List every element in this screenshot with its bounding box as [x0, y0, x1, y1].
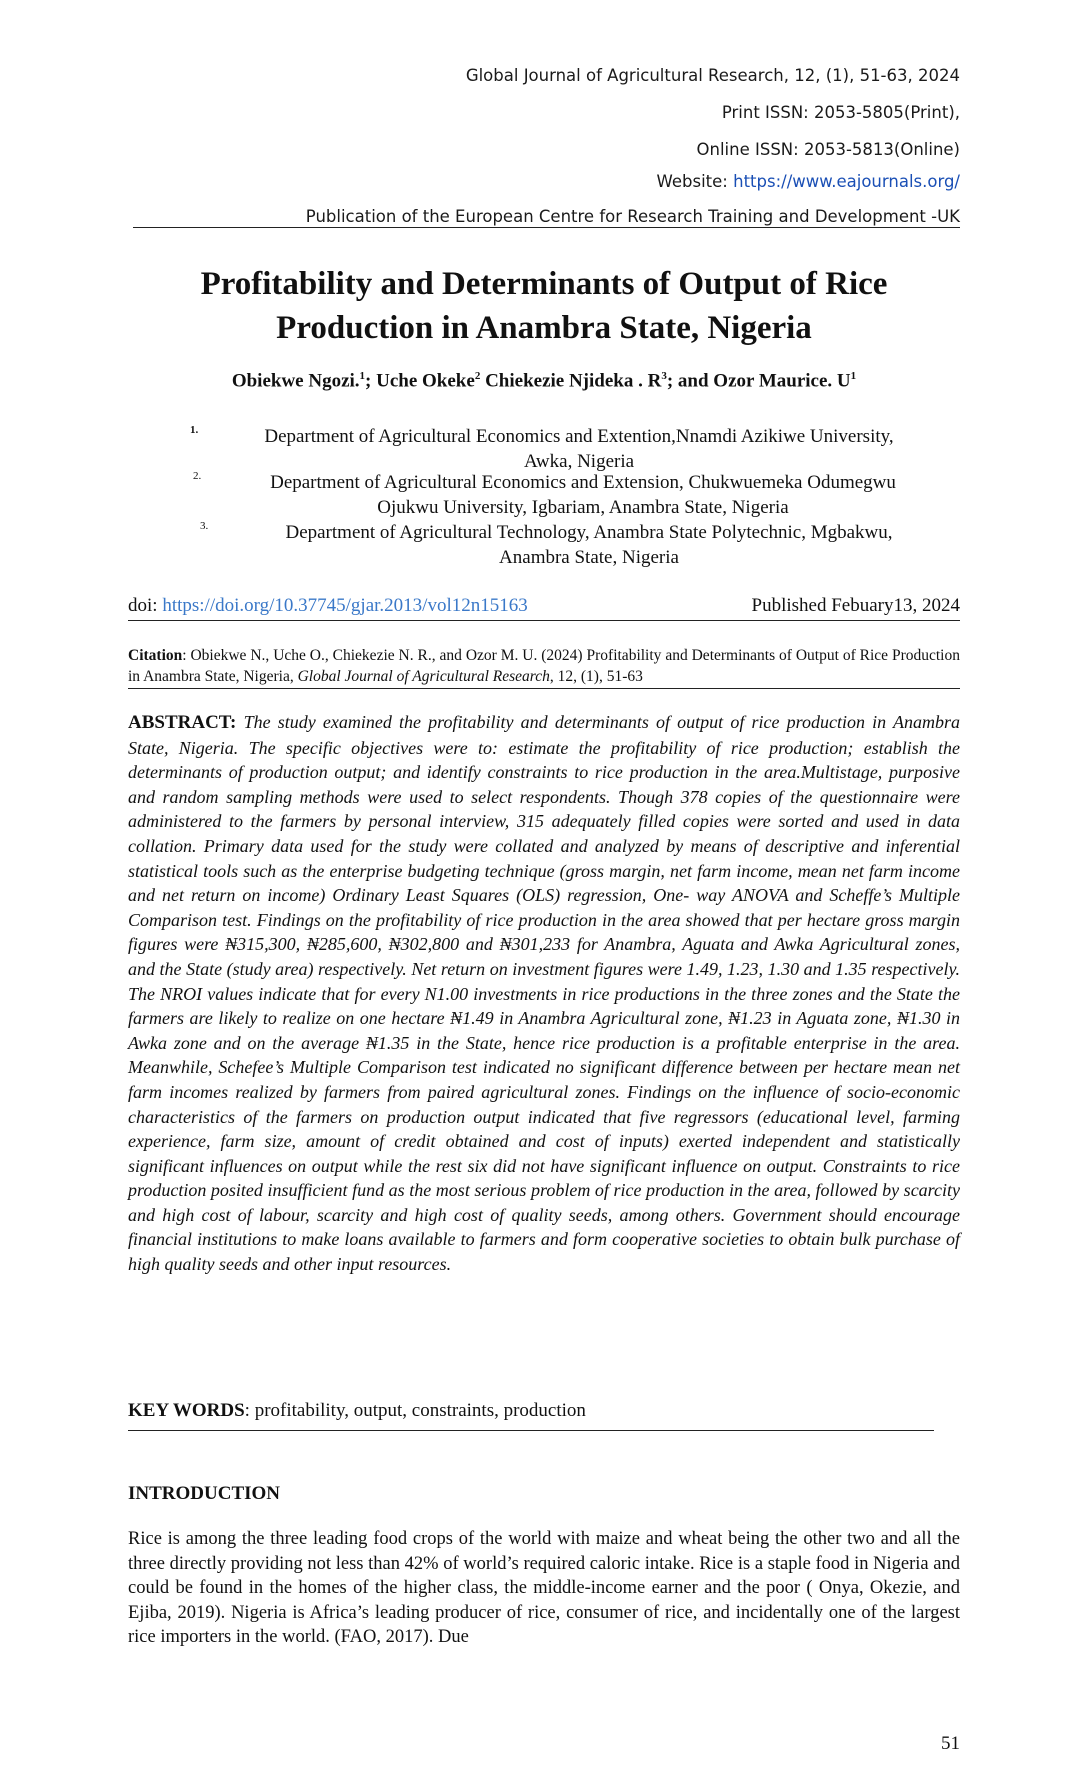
doi-link[interactable]: https://doi.org/10.37745/gjar.2013/vol12n15163 [162, 595, 528, 616]
author-affiliation-mark: 2 [474, 370, 481, 382]
affiliation-line: Department of Agricultural Technology, Anambra State Polytechnic, Mgbakwu, [285, 522, 893, 543]
published-date: Published Febuary13, 2024 [751, 595, 960, 616]
online-issn: Online ISSN: 2053-5813(Online) [696, 140, 960, 159]
affiliation-1 [206, 424, 952, 474]
citation-label: Citation [128, 647, 183, 664]
affiliation-line: Anambra State, Nigeria [499, 547, 679, 568]
affiliation-number: 3. [200, 520, 209, 532]
website-label: Website: [656, 172, 728, 191]
abstract-block [128, 710, 960, 1277]
abstract-label: ABSTRACT: [128, 712, 237, 733]
keywords-divider [128, 1430, 934, 1431]
author-name: Uche Okeke [376, 370, 475, 392]
doi-divider [128, 620, 960, 621]
website-line [657, 172, 960, 191]
affiliation-number: 1. [190, 424, 199, 436]
citation-journal: Global Journal of Agricultural Research [297, 668, 550, 685]
page-number: 51 [941, 1733, 960, 1754]
author-name: Obiekwe Ngozi. [231, 370, 360, 392]
citation-block [128, 645, 960, 687]
affiliation-line: Department of Agricultural Economics and Extension, Chukwuemeka Odumegwu [270, 472, 896, 493]
citation-divider [128, 688, 960, 689]
title-line-2: Production in Anambra State, Nigeria [276, 310, 812, 346]
website-link[interactable]: https://www.eajournals.org/ [733, 172, 960, 191]
article-title [128, 262, 960, 350]
title-line-1: Profitability and Determinants of Output of Rice [200, 266, 888, 302]
author-affiliation-mark: 3 [661, 370, 667, 382]
author-list [128, 370, 960, 392]
introduction-paragraph: Rice is among the three leading food crops of the world with maize and wheat being the other two and all the three directly providing not less than 42% of world’s required caloric intake. Rice is a staple food in Nigeria and could be found in the homes of the higher class, the middle-income earner and the poor ( Onya, Okezie, and Ejiba, 2019). Nigeria is Africa’s leading producer of rice, consumer of rice, and incidentally one of the largest rice importers in the world. (FAO, 2017). Due [128, 1529, 960, 1648]
author-name: Ozor Maurice. U [713, 370, 851, 392]
doi-label: doi: [128, 595, 158, 616]
author-separator: ; and [666, 370, 714, 392]
print-issn: Print ISSN: 2053-5805(Print), [721, 103, 960, 122]
keywords-line [128, 1400, 586, 1422]
affiliation-line: Awka, Nigeria [523, 451, 635, 472]
affiliation-line: Ojukwu University, Igbariam, Anambra State, Nigeria [377, 497, 789, 518]
section-heading-introduction: INTRODUCTION [128, 1483, 281, 1504]
affiliation-3 [216, 520, 962, 570]
keywords-text: : profitability, output, constraints, production [244, 1400, 586, 1421]
citation-text: : Obiekwe N., Uche O., Chiekezie N. R., and Ozor M. U. (2024) Profitability and Determinants of Output of Rice Production in Anambra State, Nigeria, [128, 647, 960, 685]
journal-citation-line: Global Journal of Agricultural Research, 12, (1), 51-63, 2024 [465, 66, 960, 85]
doi-line [128, 595, 528, 617]
affiliation-number: 2. [193, 470, 202, 482]
publisher-line: Publication of the European Centre for Research Training and Development -UK [305, 207, 960, 226]
citation-tail: , 12, (1), 51-63 [549, 668, 643, 685]
header-divider [133, 227, 960, 228]
author-separator: ; [365, 370, 377, 392]
abstract-text: The study examined the profitability and determinants of output of rice production in Anambra State, Nigeria. The specific objectives were to: estimate the profitability of rice production; establish the determinants of production output; and identify constraints to rice production in the area.Multistage, purposive and random sampling methods were used to select respondents. Though 378 copies of the questionnaire were administered to the farmers by personal interview, 315 adequately filled copies were sorted and used in data collation. Primary data used for the study were collated and analyzed by means of descriptive and inferential statistical tools such as the enterprise budgeting technique (gross margin, net farm income, mean net farm income and net return on income) Ordinary Least Squares (OLS) regression, One- way ANOVA and Scheffe’s Multiple Comparison test. Findings on the profitability of rice production in the area showed that per hectare gross margin figures were ₦315,300, ₦285,600, ₦302,800 and ₦301,233 for Anambra, Aguata and Awka Agricultural zones, and the State (study area) respectively. Net return on investment figures were 1.49, 1.23, 1.30 and 1.35 respectively. The NROI values indicate that for every N1.00 investments in rice productions in the three zones and the State the farmers are likely to realize on one hectare ₦1.49 in Anambra Agricultural zone, ₦1.23 in Aguata zone, ₦1.30 in Awka zone and on the average ₦1.35 in the State, hence rice production is a profitable enterprise in the area. Meanwhile, Schefee’s Multiple Comparison test indicated no significant difference between per hectare mean net farm incomes realized by farmers from paired agricultural zones. Findings on the influence of socio-economic characteristics of the farmers on production output indicated that five regressors (educational level, farming experience, farm size, amount of credit obtained and cost of inputs) exerted independent and statistically significant influences on output while the rest six did not have significant influence on output. Constraints to rice production posited insufficient fund as the most serious problem of rice production in the area, followed by scarcity and high cost of labour, scarcity and high cost of quality seeds, among others. Government should encourage financial institutions to make loans available to farmers and form cooperative societies to obtain bulk purchase of high quality seeds and other input resources. [128, 712, 960, 1275]
affiliation-line: Department of Agricultural Economics and Extention,Nnamdi Azikiwe University, [264, 426, 894, 447]
author-affiliation-mark: 1 [359, 370, 366, 382]
affiliation-2 [210, 470, 956, 520]
author-name: Chiekezie Njideka . R [485, 370, 662, 392]
author-affiliation-mark: 1 [850, 370, 857, 382]
keywords-label: KEY WORDS [128, 1400, 245, 1421]
